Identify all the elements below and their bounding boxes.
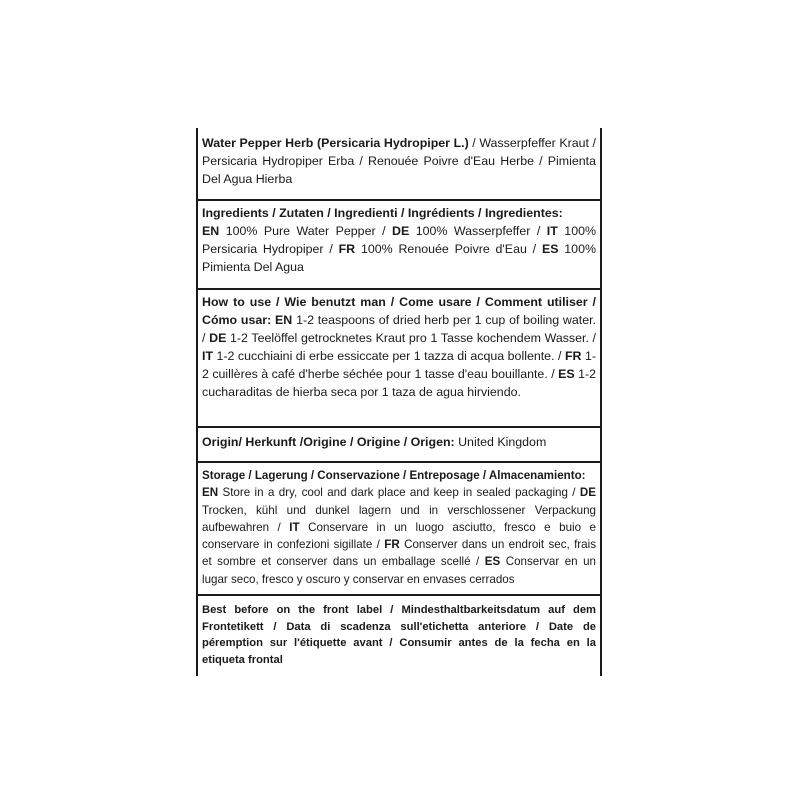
storage-es: Conservar en un lugar seco, fresco y oscuro y conservar en envases cerrados: [202, 555, 596, 586]
storage-fr: Conserver dans un endroit sec, frais et sombre et conserver dans un emballage scellé /: [202, 538, 596, 569]
how-to-use-fr: 1-2 cuillères à café d'herbe séchée pour 1 tasse d'eau bouillante. /: [202, 349, 596, 381]
origin-value: United Kingdom: [454, 435, 547, 449]
ingredients-heading: Ingredients / Zutaten / Ingredienti / Ingrédients / Ingredientes:: [202, 206, 563, 220]
product-label-panel: [196, 128, 602, 676]
how-to-use-es: 1-2 cucharaditas de hierba seca por 1 taza de agua hirviendo.: [202, 367, 596, 399]
ingredients-fr: 100% Renouée Poivre d'Eau /: [355, 242, 542, 256]
lang-code-es: ES: [484, 555, 501, 569]
lang-code-en: EN: [202, 224, 220, 238]
lang-code-fr: FR: [338, 242, 356, 256]
lang-code-de: DE: [392, 224, 410, 238]
ingredients-section: [198, 204, 600, 280]
best-before-text: Best before on the front label / Mindesthaltbarkeitsdatum auf dem Frontetikett / Data di scadenza sull'etichetta anteriore / Date de péremption sur l'étiquette avant / Consumir antes de la fecha en la etiqueta frontal: [202, 604, 596, 666]
divider: [198, 426, 600, 428]
lang-code-it: IT: [289, 520, 300, 534]
divider: [198, 594, 600, 596]
ingredients-de: 100% Wasserpfeffer /: [409, 224, 547, 238]
how-to-use-de: 1-2 Teelöffel getrocknetes Kraut pro 1 Tasse kochendem Wasser. /: [226, 331, 596, 345]
origin-section: [198, 433, 600, 455]
product-name-translations: / Wasserpfeffer Kraut / Persicaria Hydropiper Erba / Renouée Poivre d'Eau Herbe / Pimienta Del Agua Hierba: [202, 136, 596, 186]
title-section: [198, 134, 600, 192]
lang-code-en: EN: [271, 313, 293, 327]
how-to-use-section: [198, 293, 600, 421]
divider: [198, 461, 600, 463]
storage-de: Trocken, kühl und dunkel lagern und in verschlossener Verpackung aufbewahren /: [202, 503, 596, 534]
ingredients-it: 100% Persicaria Hydropiper /: [202, 224, 596, 256]
product-name: Water Pepper Herb (Persicaria Hydropiper L.): [202, 136, 469, 150]
how-to-use-en: 1-2 teaspoons of dried herb per 1 cup of boiling water. /: [202, 313, 596, 345]
origin-heading: Origin/ Herkunft /Origine / Origine / Origen:: [202, 435, 455, 449]
storage-heading: Storage / Lagerung / Conservazione / Entreposage / Almacenamiento:: [202, 469, 586, 482]
how-to-use-it: 1-2 cucchiaini di erbe essiccate per 1 tazza di acqua bollente. /: [213, 349, 565, 363]
storage-en: Store in a dry, cool and dark place and keep in sealed packaging /: [218, 486, 580, 500]
lang-code-it: IT: [202, 349, 214, 363]
lang-code-de: DE: [209, 331, 227, 345]
lang-code-fr: FR: [564, 349, 582, 363]
lang-code-es: ES: [541, 242, 559, 256]
storage-section: [198, 467, 600, 587]
storage-it: Conservare in un luogo asciutto, fresco e buio e conservare in confezioni sigillate /: [202, 520, 596, 552]
divider: [198, 288, 600, 290]
best-before-section: [198, 602, 600, 672]
ingredients-en: 100% Pure Water Pepper /: [219, 224, 393, 238]
divider: [198, 199, 600, 201]
lang-code-fr: FR: [384, 538, 400, 552]
lang-code-de: DE: [579, 486, 596, 500]
ingredients-es: 100% Pimienta Del Agua: [202, 242, 596, 274]
lang-code-es: ES: [558, 367, 575, 381]
lang-code-en: EN: [202, 486, 219, 500]
how-to-use-heading: How to use / Wie benutzt man / Come usare / Comment utiliser / Cómo usar:: [202, 295, 596, 327]
lang-code-it: IT: [546, 224, 558, 238]
